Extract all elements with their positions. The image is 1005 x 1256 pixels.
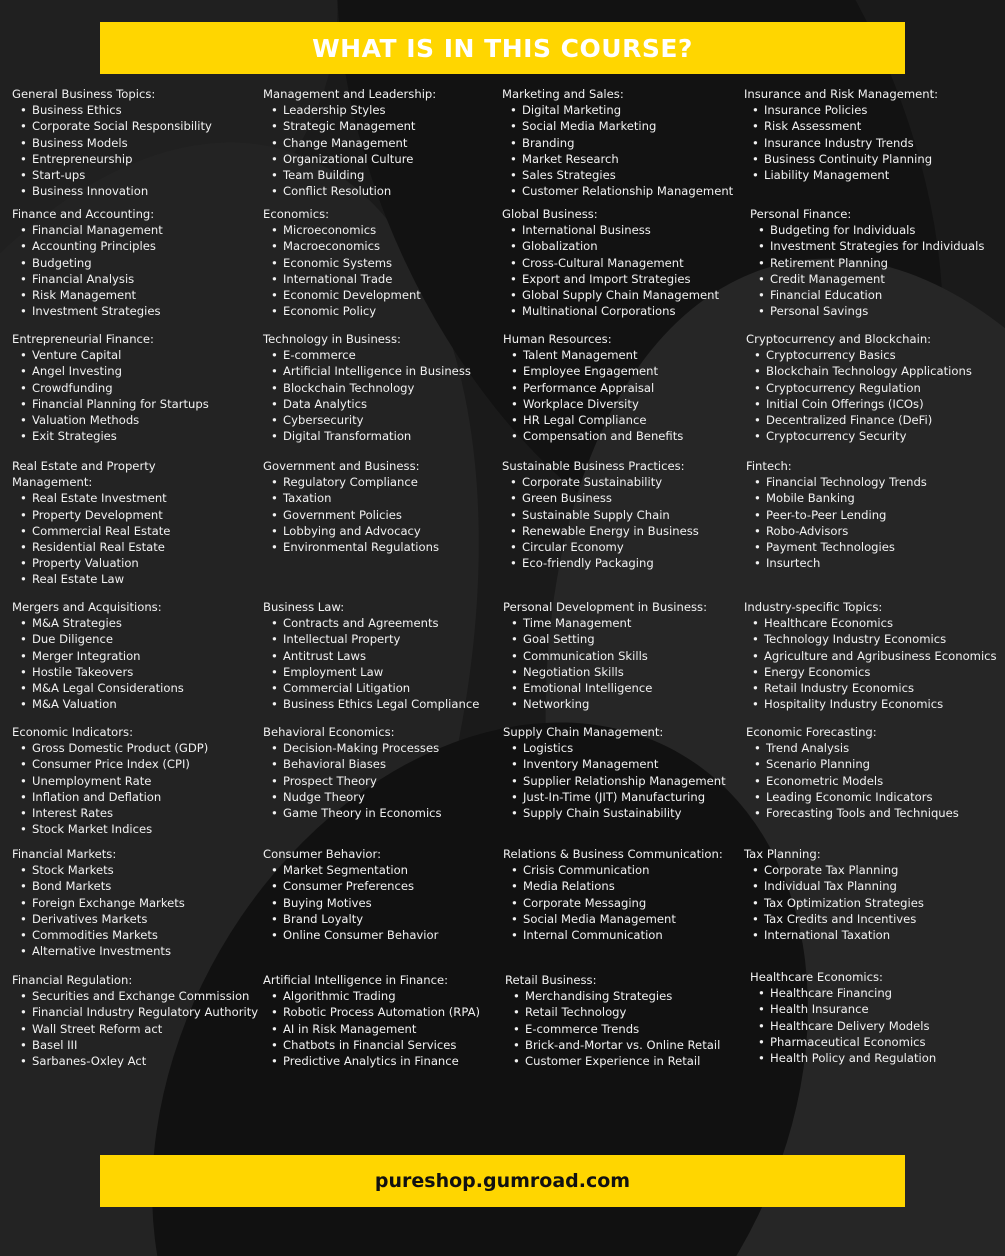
list-item: • Business Ethics Legal Compliance: [271, 696, 479, 712]
list-item: • Communication Skills: [511, 648, 707, 664]
list-item: • Healthcare Economics: [752, 615, 997, 631]
topic-section: [502, 458, 699, 571]
list-item: • Media Relations: [511, 878, 723, 894]
section-heading: Finance and Accounting:: [12, 207, 155, 221]
list-item: • Economic Systems: [271, 255, 421, 271]
topic-list: [750, 222, 984, 319]
topic-list: [12, 615, 184, 712]
list-item: • Financial Planning for Startups: [20, 396, 209, 412]
list-item: • Foreign Exchange Markets: [20, 895, 185, 911]
list-item: • Blockchain Technology: [271, 380, 471, 396]
list-item: • Artificial Intelligence in Business: [271, 363, 471, 379]
topic-list: [503, 615, 707, 712]
title-banner: [100, 22, 905, 74]
section-heading: Financial Regulation:: [12, 973, 133, 987]
list-item: • Health Policy and Regulation: [758, 1050, 936, 1066]
list-item: • Online Consumer Behavior: [271, 927, 438, 943]
list-item: • Negotiation Skills: [511, 664, 707, 680]
list-item: • Commercial Real Estate: [20, 523, 212, 539]
list-item: • Mobile Banking: [754, 490, 927, 506]
topic-section: [12, 972, 258, 1069]
section-heading: Economic Forecasting:: [746, 725, 877, 739]
list-item: • Property Development: [20, 507, 212, 523]
list-item: • Tax Credits and Incentives: [752, 911, 924, 927]
topic-list: [12, 988, 258, 1069]
list-item: • Branding: [510, 135, 733, 151]
list-item: • Healthcare Delivery Models: [758, 1018, 936, 1034]
topic-section: [12, 458, 212, 588]
list-item: • Exit Strategies: [20, 428, 209, 444]
list-item: • Econometric Models: [754, 773, 959, 789]
topic-section: [263, 599, 479, 712]
list-item: • Economic Development: [271, 287, 421, 303]
list-item: • Decision-Making Processes: [271, 740, 442, 756]
section-heading: Fintech:: [746, 459, 792, 473]
topic-list: [503, 347, 683, 444]
topic-list: [263, 988, 480, 1069]
list-item: • Microeconomics: [271, 222, 421, 238]
list-item: • Change Management: [271, 135, 436, 151]
list-item: • Just-In-Time (JIT) Manufacturing: [511, 789, 726, 805]
list-item: • International Business: [510, 222, 719, 238]
section-heading: Consumer Behavior:: [263, 847, 381, 861]
list-item: • Inventory Management: [511, 756, 726, 772]
topic-section: [263, 724, 442, 821]
list-item: • Energy Economics: [752, 664, 997, 680]
section-heading: Human Resources:: [503, 332, 612, 346]
list-item: • Crowdfunding: [20, 380, 209, 396]
list-item: • Cryptocurrency Security: [754, 428, 972, 444]
section-heading: Personal Finance:: [750, 207, 852, 221]
list-item: • Unemployment Rate: [20, 773, 208, 789]
topic-section: [503, 599, 707, 712]
list-item: • Leadership Styles: [271, 102, 436, 118]
topic-list: [263, 862, 438, 943]
topic-section: [750, 206, 984, 319]
list-item: • Business Models: [20, 135, 212, 151]
list-item: • Credit Management: [758, 271, 984, 287]
list-item: • Green Business: [510, 490, 699, 506]
list-item: • Agriculture and Agribusiness Economics: [752, 648, 997, 664]
list-item: • Residential Real Estate: [20, 539, 212, 555]
topic-list: [12, 740, 208, 837]
list-item: • Conflict Resolution: [271, 183, 436, 199]
section-heading: Real Estate and Property Management:: [12, 459, 156, 490]
list-item: • Buying Motives: [271, 895, 438, 911]
list-item: • Organizational Culture: [271, 151, 436, 167]
topic-section: [263, 331, 471, 444]
list-item: • Supply Chain Sustainability: [511, 805, 726, 821]
list-item: • Export and Import Strategies: [510, 271, 719, 287]
list-item: • Trend Analysis: [754, 740, 959, 756]
list-item: • Derivatives Markets: [20, 911, 185, 927]
list-item: • Multinational Corporations: [510, 303, 719, 319]
topic-list: [263, 347, 471, 444]
list-item: • Social Media Management: [511, 911, 723, 927]
section-heading: Tax Planning:: [744, 847, 821, 861]
topic-section: [12, 599, 184, 712]
list-item: • Performance Appraisal: [511, 380, 683, 396]
list-item: • Angel Investing: [20, 363, 209, 379]
list-item: • Stock Markets: [20, 862, 185, 878]
list-item: • Market Segmentation: [271, 862, 438, 878]
list-item: • Emotional Intelligence: [511, 680, 707, 696]
list-item: • Business Continuity Planning: [752, 151, 938, 167]
list-item: • Antitrust Laws: [271, 648, 479, 664]
list-item: • Accounting Principles: [20, 238, 163, 254]
section-heading: Cryptocurrency and Blockchain:: [746, 332, 932, 346]
topic-list: [503, 862, 723, 943]
list-item: • Leading Economic Indicators: [754, 789, 959, 805]
list-item: • Hospitality Industry Economics: [752, 696, 997, 712]
list-item: • Budgeting for Individuals: [758, 222, 984, 238]
topic-section: [263, 206, 421, 319]
list-item: • Retail Technology: [513, 1004, 720, 1020]
list-item: • Talent Management: [511, 347, 683, 363]
topic-list: [505, 988, 720, 1069]
list-item: • Contracts and Agreements: [271, 615, 479, 631]
list-item: • Intellectual Property: [271, 631, 479, 647]
list-item: • Employment Law: [271, 664, 479, 680]
list-item: • Retail Industry Economics: [752, 680, 997, 696]
list-item: • Cryptocurrency Basics: [754, 347, 972, 363]
topic-list: [12, 102, 212, 199]
topic-section: [12, 846, 185, 959]
topic-section: [12, 206, 163, 319]
list-item: • Merchandising Strategies: [513, 988, 720, 1004]
list-item: • Blockchain Technology Applications: [754, 363, 972, 379]
list-item: • Stock Market Indices: [20, 821, 208, 837]
list-item: • Forecasting Tools and Techniques: [754, 805, 959, 821]
list-item: • Tax Optimization Strategies: [752, 895, 924, 911]
section-heading: Technology in Business:: [263, 332, 401, 346]
section-heading: Government and Business:: [263, 459, 420, 473]
list-item: • Networking: [511, 696, 707, 712]
list-item: • Sustainable Supply Chain: [510, 507, 699, 523]
list-item: • Digital Transformation: [271, 428, 471, 444]
topic-section: [503, 724, 726, 821]
list-item: • Macroeconomics: [271, 238, 421, 254]
topic-section: [12, 331, 209, 444]
list-item: • Risk Assessment: [752, 118, 938, 134]
shop-url: pureshop.gumroad.com: [374, 1170, 631, 1192]
footer-banner: [100, 1155, 905, 1207]
list-item: • Wall Street Reform act: [20, 1021, 258, 1037]
topic-section: [263, 458, 439, 555]
topic-section: [12, 724, 208, 837]
section-heading: Industry-specific Topics:: [744, 600, 883, 614]
topic-section: [746, 458, 927, 571]
list-item: • Hostile Takeovers: [20, 664, 184, 680]
topic-list: [12, 222, 163, 319]
section-heading: Entrepreneurial Finance:: [12, 332, 154, 346]
list-item: • Basel III: [20, 1037, 258, 1053]
topic-section: [502, 206, 719, 319]
list-item: • Strategic Management: [271, 118, 436, 134]
list-item: • Retirement Planning: [758, 255, 984, 271]
topic-section: [744, 86, 938, 183]
section-heading: Marketing and Sales:: [502, 87, 624, 101]
section-heading: Management and Leadership:: [263, 87, 437, 101]
list-item: • Interest Rates: [20, 805, 208, 821]
topic-section: [263, 846, 438, 943]
list-item: • Corporate Messaging: [511, 895, 723, 911]
topic-section: [505, 972, 720, 1069]
list-item: • Investment Strategies for Individuals: [758, 238, 984, 254]
list-item: • Consumer Price Index (CPI): [20, 756, 208, 772]
list-item: • Health Insurance: [758, 1001, 936, 1017]
list-item: • Behavioral Biases: [271, 756, 442, 772]
list-item: • Corporate Tax Planning: [752, 862, 924, 878]
list-item: • Robotic Process Automation (RPA): [271, 1004, 480, 1020]
list-item: • Insurtech: [754, 555, 927, 571]
list-item: • E-commerce Trends: [513, 1021, 720, 1037]
list-item: • Property Valuation: [20, 555, 212, 571]
topic-section: [744, 599, 997, 712]
list-item: • Entrepreneurship: [20, 151, 212, 167]
list-item: • Robo-Advisors: [754, 523, 927, 539]
list-item: • Commercial Litigation: [271, 680, 479, 696]
list-item: • Crisis Communication: [511, 862, 723, 878]
section-heading: Financial Markets:: [12, 847, 117, 861]
list-item: • Valuation Methods: [20, 412, 209, 428]
list-item: • Financial Technology Trends: [754, 474, 927, 490]
list-item: • Initial Coin Offerings (ICOs): [754, 396, 972, 412]
list-item: • Insurance Policies: [752, 102, 938, 118]
list-item: • Budgeting: [20, 255, 163, 271]
list-item: • Chatbots in Financial Services: [271, 1037, 480, 1053]
list-item: • M&A Valuation: [20, 696, 184, 712]
topic-section: [263, 972, 480, 1069]
topic-list: [263, 222, 421, 319]
list-item: • Globalization: [510, 238, 719, 254]
list-item: • Due Diligence: [20, 631, 184, 647]
list-item: • Taxation: [271, 490, 439, 506]
list-item: • Brand Loyalty: [271, 911, 438, 927]
list-item: • Workplace Diversity: [511, 396, 683, 412]
list-item: • Real Estate Law: [20, 571, 212, 587]
section-heading: Economics:: [263, 207, 330, 221]
topic-list: [12, 862, 185, 959]
section-heading: Mergers and Acquisitions:: [12, 600, 162, 614]
list-item: • Scenario Planning: [754, 756, 959, 772]
section-heading: Economic Indicators:: [12, 725, 133, 739]
list-item: • Individual Tax Planning: [752, 878, 924, 894]
topic-section: [503, 331, 683, 444]
list-item: • Decentralized Finance (DeFi): [754, 412, 972, 428]
list-item: • Technology Industry Economics: [752, 631, 997, 647]
section-heading: General Business Topics:: [12, 87, 156, 101]
section-heading: Artificial Intelligence in Finance:: [263, 973, 449, 987]
topic-section: [263, 86, 436, 199]
list-item: • Supplier Relationship Management: [511, 773, 726, 789]
list-item: • Financial Industry Regulatory Authority: [20, 1004, 258, 1020]
list-item: • Customer Experience in Retail: [513, 1053, 720, 1069]
list-item: • Sales Strategies: [510, 167, 733, 183]
list-item: • Environmental Regulations: [271, 539, 439, 555]
list-item: • Team Building: [271, 167, 436, 183]
list-item: • Cybersecurity: [271, 412, 471, 428]
list-item: • Merger Integration: [20, 648, 184, 664]
list-item: • Securities and Exchange Commission: [20, 988, 258, 1004]
list-item: • Nudge Theory: [271, 789, 442, 805]
list-item: • Regulatory Compliance: [271, 474, 439, 490]
section-heading: Behavioral Economics:: [263, 725, 395, 739]
list-item: • E-commerce: [271, 347, 471, 363]
list-item: • AI in Risk Management: [271, 1021, 480, 1037]
topic-list: [746, 740, 959, 821]
list-item: • Commodities Markets: [20, 927, 185, 943]
list-item: • Employee Engagement: [511, 363, 683, 379]
list-item: • Peer-to-Peer Lending: [754, 507, 927, 523]
section-heading: Personal Development in Business:: [503, 600, 707, 614]
topic-list: [746, 474, 927, 571]
list-item: • Eco-friendly Packaging: [510, 555, 699, 571]
list-item: • Lobbying and Advocacy: [271, 523, 439, 539]
topic-list: [746, 347, 972, 444]
list-item: • Financial Management: [20, 222, 163, 238]
list-item: • Logistics: [511, 740, 726, 756]
list-item: • Social Media Marketing: [510, 118, 733, 134]
list-item: • M&A Legal Considerations: [20, 680, 184, 696]
list-item: • Consumer Preferences: [271, 878, 438, 894]
topic-list: [502, 222, 719, 319]
topic-list: [12, 347, 209, 444]
topic-section: [746, 331, 972, 444]
list-item: • Digital Marketing: [510, 102, 733, 118]
topic-section: [502, 86, 733, 199]
list-item: • Gross Domestic Product (GDP): [20, 740, 208, 756]
list-item: • Game Theory in Economics: [271, 805, 442, 821]
list-item: • Compensation and Benefits: [511, 428, 683, 444]
list-item: • Pharmaceutical Economics: [758, 1034, 936, 1050]
topic-list: [263, 474, 439, 555]
list-item: • Payment Technologies: [754, 539, 927, 555]
list-item: • Government Policies: [271, 507, 439, 523]
list-item: • Customer Relationship Management: [510, 183, 733, 199]
topic-section: [12, 86, 212, 199]
topic-list: [503, 740, 726, 821]
list-item: • Venture Capital: [20, 347, 209, 363]
list-item: • Brick-and-Mortar vs. Online Retail: [513, 1037, 720, 1053]
list-item: • Global Supply Chain Management: [510, 287, 719, 303]
topic-list: [263, 740, 442, 821]
topic-section: [746, 724, 959, 821]
list-item: • Internal Communication: [511, 927, 723, 943]
list-item: • Real Estate Investment: [20, 490, 212, 506]
topic-section: [750, 969, 936, 1066]
topic-section: [503, 846, 723, 943]
topic-list: [744, 102, 938, 183]
list-item: • Algorithmic Trading: [271, 988, 480, 1004]
list-item: • Cryptocurrency Regulation: [754, 380, 972, 396]
section-heading: Retail Business:: [505, 973, 597, 987]
list-item: • Investment Strategies: [20, 303, 163, 319]
topic-section: [744, 846, 924, 943]
list-item: • International Taxation: [752, 927, 924, 943]
section-heading: Business Law:: [263, 600, 345, 614]
list-item: • Data Analytics: [271, 396, 471, 412]
list-item: • Circular Economy: [510, 539, 699, 555]
list-item: • Bond Markets: [20, 878, 185, 894]
list-item: • Healthcare Financing: [758, 985, 936, 1001]
section-heading: Supply Chain Management:: [503, 725, 664, 739]
list-item: • Market Research: [510, 151, 733, 167]
list-item: • Corporate Sustainability: [510, 474, 699, 490]
list-item: • Inflation and Deflation: [20, 789, 208, 805]
topic-list: [502, 102, 733, 199]
list-item: • Goal Setting: [511, 631, 707, 647]
list-item: • Prospect Theory: [271, 773, 442, 789]
list-item: • Financial Education: [758, 287, 984, 303]
list-item: • Insurance Industry Trends: [752, 135, 938, 151]
list-item: • International Trade: [271, 271, 421, 287]
list-item: • Financial Analysis: [20, 271, 163, 287]
section-heading: Healthcare Economics:: [750, 970, 883, 984]
list-item: • Time Management: [511, 615, 707, 631]
topic-list: [263, 615, 479, 712]
list-item: • Liability Management: [752, 167, 938, 183]
section-heading: Insurance and Risk Management:: [744, 87, 939, 101]
topic-list: [744, 615, 997, 712]
list-item: • HR Legal Compliance: [511, 412, 683, 428]
list-item: • Start-ups: [20, 167, 212, 183]
topic-list: [750, 985, 936, 1066]
list-item: • Predictive Analytics in Finance: [271, 1053, 480, 1069]
section-heading: Sustainable Business Practices:: [502, 459, 685, 473]
list-item: • Economic Policy: [271, 303, 421, 319]
list-item: • Renewable Energy in Business: [510, 523, 699, 539]
topic-list: [744, 862, 924, 943]
page-title: WHAT IS IN THIS COURSE?: [312, 33, 693, 63]
list-item: • Business Innovation: [20, 183, 212, 199]
topic-list: [12, 490, 212, 587]
section-heading: Relations & Business Communication:: [503, 847, 723, 861]
list-item: • M&A Strategies: [20, 615, 184, 631]
list-item: • Sarbanes-Oxley Act: [20, 1053, 258, 1069]
list-item: • Alternative Investments: [20, 943, 185, 959]
topic-list: [263, 102, 436, 199]
list-item: • Personal Savings: [758, 303, 984, 319]
list-item: • Cross-Cultural Management: [510, 255, 719, 271]
section-heading: Global Business:: [502, 207, 598, 221]
list-item: • Risk Management: [20, 287, 163, 303]
topic-list: [502, 474, 699, 571]
list-item: • Business Ethics: [20, 102, 212, 118]
list-item: • Corporate Social Responsibility: [20, 118, 212, 134]
